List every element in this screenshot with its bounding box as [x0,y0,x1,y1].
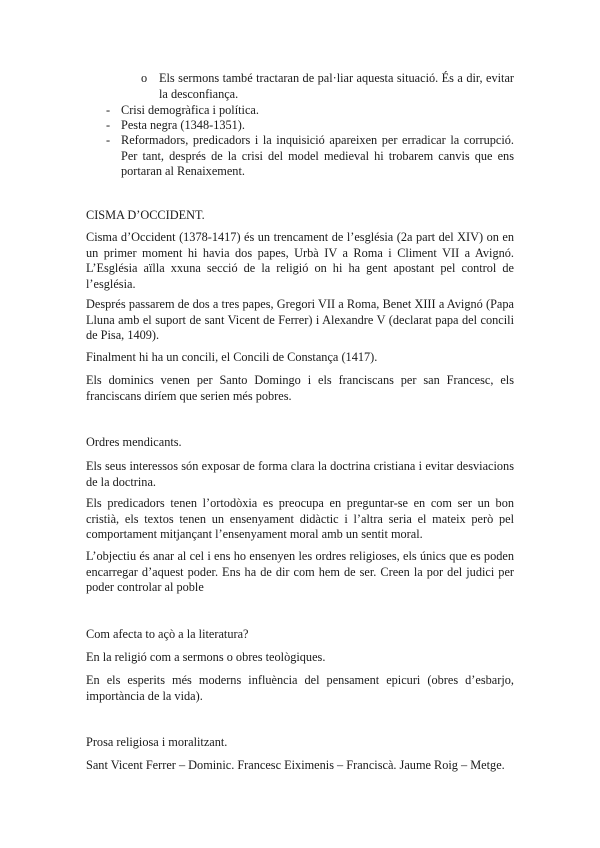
section-heading-prosa: Prosa religiosa i moralitzant. [86,735,228,749]
paragraph-cisma-1: Cisma d’Occident (1378-1417) és un trencament de l’església (2a part del XIV) on en un primer moment hi havia dos papes, Urbà IV a Roma i Climent VII a Avignó. L’Església aïlla xxuna secció de la religió on hi ha gent apostant pel control de l’església. [86,230,514,291]
paragraph-cisma-4: Els dominics venen per Santo Domingo i els franciscans per san Francesc, els franciscans diríem que serien més pobres. [86,373,514,403]
section-heading-ordres: Ordres mendicants. [86,435,182,449]
sub-list-item-text: Els sermons també tractaran de pal·liar aquesta situació. És a dir, evitar la desconfiança. [159,71,514,101]
paragraph-ordres-1: Els seus interessos són exposar de forma clara la doctrina cristiana i evitar desviacions de la doctrina. [86,459,514,489]
sub-list-bullet: o [141,71,148,85]
paragraph-cisma-3: Finalment hi ha un concili, el Concili de Constança (1417). [86,350,378,364]
list-item-pesta: Pesta negra (1348-1351). [121,118,245,132]
list-item-bullet: - [106,118,111,132]
list-item-reformadors: Reformadors, predicadors i la inquisició apareixen per erradicar la corrupció. Per tant, després de la crisi del model medieval hi trobarem canvis que ens portaran al Renaixement. [121,133,514,178]
paragraph-prosa-1: Sant Vicent Ferrer – Dominic. Francesc Eiximenis – Franciscà. Jaume Roig – Metge. [86,758,505,772]
section-heading-literatura: Com afecta to açò a la literatura? [86,627,249,641]
section-heading-cisma: CISMA D’OCCIDENT. [86,208,205,222]
paragraph-ordres-3: L’objectiu és anar al cel i ens ho ensenyen les ordres religioses, els únics que es poden encarregar d’aquest poder. Ens ha de dir com hem de ser. Creen la por del judici per poder controlar al poble [86,549,514,594]
list-item-bullet: - [106,133,111,147]
paragraph-literatura-1: En la religió com a sermons o obres teològiques. [86,650,326,664]
list-item-crisi: Crisi demogràfica i política. [121,103,259,117]
list-item-bullet: - [106,103,111,117]
paragraph-cisma-2: Després passarem de dos a tres papes, Gregori VII a Roma, Benet XIII a Avignó (Papa Lluna amb el suport de sant Vicent de Ferrer) i Alexandre V (declarat papa del concili de Pisa, 1409). [86,297,514,342]
paragraph-literatura-2: En els esperits més moderns influència del pensament epicuri (obres d’esbarjo, importància de la vida). [86,673,514,703]
paragraph-ordres-2: Els predicadors tenen l’ortodòxia es preocupa en preguntar-se en com ser un bon cristià, els textos tenen un ensenyament didàctic i l’altra seria el mateix però pel comportament mitjançant l’ensenyament moral amb un sentit moral. [86,496,514,541]
